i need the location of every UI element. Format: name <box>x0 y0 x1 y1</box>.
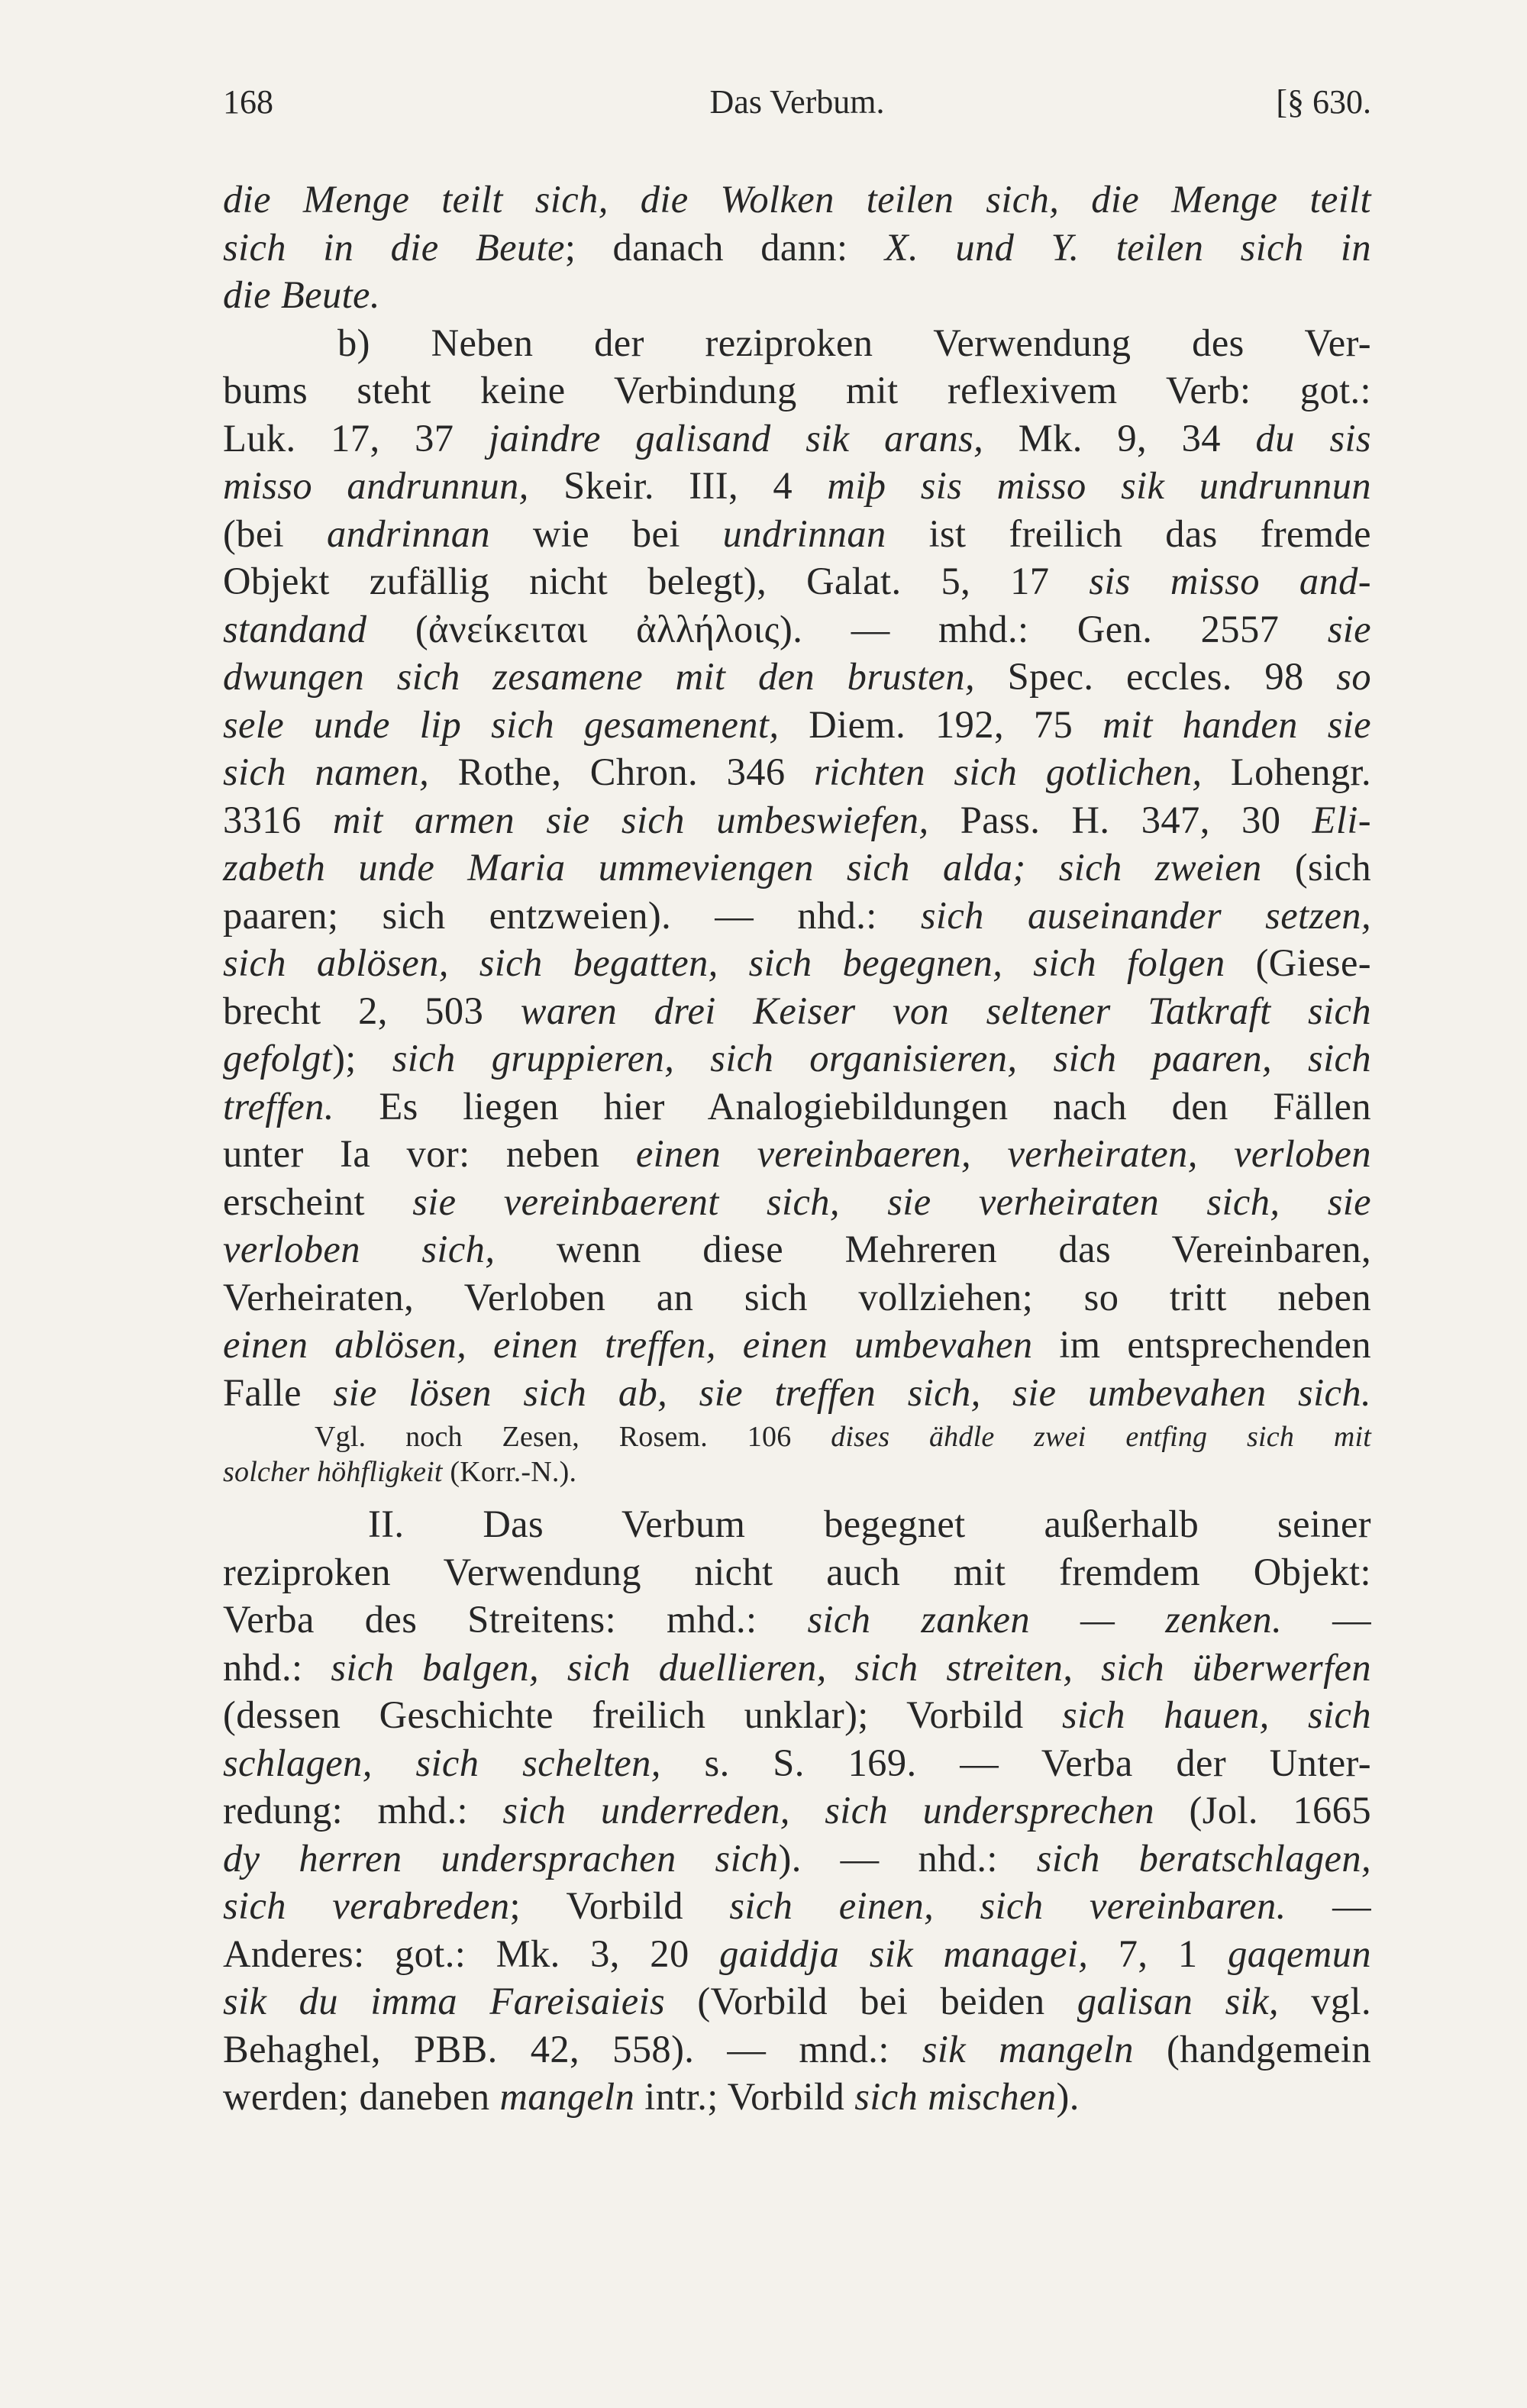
text-line <box>223 510 1371 558</box>
italic-citation: die Menge teilt sich, die Wolken teilen sich, die Menge teilt <box>223 178 1371 221</box>
text-line <box>223 1930 1371 1978</box>
italic-citation: gaqemun <box>1228 1932 1371 1975</box>
text-run: (Korr.-N.). <box>442 1456 577 1488</box>
text-line <box>223 1273 1371 1322</box>
text-run: ). — nhd.: <box>778 1836 1037 1880</box>
italic-citation: einen ablösen, einen treffen, einen umbevahen <box>223 1323 1033 1366</box>
text-run: Falle <box>223 1370 334 1414</box>
text-line <box>223 1321 1371 1369</box>
text-line <box>223 2073 1371 2121</box>
italic-citation: gefolgt <box>223 1037 333 1080</box>
italic-citation: jaindre galisand sik arans, <box>489 416 984 460</box>
text-run: (handgemein <box>1133 2027 1371 2071</box>
text-run: (Giese- <box>1225 941 1371 984</box>
text-line <box>223 1882 1371 1930</box>
italic-citation: sich in die Beute <box>223 225 565 269</box>
italic-citation: sich hauen, sich <box>1061 1693 1371 1736</box>
text-line <box>223 1787 1371 1835</box>
text-run: b) Neben der reziproken Verwendung des Ver- <box>337 321 1371 364</box>
text-run: — <box>1286 1884 1371 1927</box>
italic-citation: standand <box>223 607 367 650</box>
text-line <box>223 1130 1371 1178</box>
text-run: erscheint <box>223 1180 413 1223</box>
text-run: Lohengr. <box>1202 750 1371 793</box>
text-line <box>223 319 1371 367</box>
text-line <box>223 1835 1371 1883</box>
italic-citation: sis misso and- <box>1089 560 1371 602</box>
text-run: unter Ia vor: neben <box>223 1132 636 1175</box>
footnote <box>223 1419 1371 1490</box>
text-run: (sich <box>1261 846 1371 889</box>
text-line <box>223 415 1371 463</box>
italic-citation: miþ sis misso sik undrunnun <box>827 464 1371 507</box>
text-run: nhd.: <box>223 1645 331 1689</box>
page-number: 168 <box>223 83 273 121</box>
text-run: ). <box>1056 2075 1080 2118</box>
italic-citation: gaiddja sik managei, <box>719 1932 1089 1975</box>
italic-citation: waren drei Keiser von seltener Tatkraft sich <box>520 989 1371 1032</box>
italic-citation: sich namen, <box>223 750 430 793</box>
italic-citation: sie lösen sich ab, sie treffen sich, sie umbevahen sich. <box>333 1370 1371 1414</box>
text-run: Vgl. noch Zesen, Rosem. 106 <box>315 1421 831 1453</box>
text-run: werden; daneben <box>223 2075 500 2118</box>
text-line <box>223 844 1371 892</box>
italic-citation: richten sich gotlichen, <box>814 750 1203 793</box>
text-line <box>223 1596 1371 1644</box>
text-line <box>223 1225 1371 1273</box>
text-run: intr.; Vorbild <box>634 2075 855 2118</box>
text-line <box>223 271 1371 319</box>
italic-citation: sik mangeln <box>922 2027 1134 2071</box>
italic-citation: sich auseinander setzen, <box>920 893 1371 937</box>
text-run: Skeir. III, 4 <box>528 464 828 507</box>
text-run: wie bei <box>490 512 723 555</box>
italic-citation: sich zanken — zenken. <box>807 1598 1283 1641</box>
body-text <box>223 176 1371 2121</box>
italic-citation: sele unde lip sich gesamenent, <box>223 702 780 746</box>
text-line <box>223 366 1371 415</box>
italic-citation: sie vereinbaerent sich, sie verheiraten sich, sie <box>412 1180 1371 1223</box>
italic-citation: treffen. <box>223 1084 334 1128</box>
italic-citation: mit handen sie <box>1102 702 1371 746</box>
italic-citation: die Beute. <box>223 273 380 316</box>
italic-citation: sich underreden, sich undersprechen <box>502 1789 1155 1832</box>
text-run: Rothe, Chron. 346 <box>429 750 815 793</box>
text-run: Mk. 9, 34 <box>983 416 1256 460</box>
text-line <box>223 701 1371 749</box>
italic-citation: andrinnan <box>326 512 491 555</box>
text-run: 3316 <box>223 798 333 841</box>
text-run: vgl. <box>1278 1980 1371 2022</box>
text-run: ist freilich das fremde <box>886 512 1371 555</box>
italic-citation: schlagen, sich schelten, <box>223 1741 661 1784</box>
text-line <box>223 1691 1371 1739</box>
italic-citation: mit armen sie sich umbeswiefen, <box>332 798 929 841</box>
text-run: s. S. 169. — Verba der Unter- <box>660 1741 1371 1784</box>
text-run: Verheiraten, Verloben an sich vollziehen; so tritt neben <box>223 1275 1371 1319</box>
italic-citation: verloben sich, <box>223 1228 496 1270</box>
italic-citation: sich gruppieren, sich organisieren, sich paaren, sich <box>392 1037 1371 1080</box>
text-line <box>223 605 1371 654</box>
text-run: bums steht keine Verbindung mit reflexivem Verb: got.: <box>223 369 1371 412</box>
text-run: (bei <box>223 512 327 555</box>
text-line <box>223 1548 1371 1596</box>
running-title: Das Verbum. <box>709 83 885 121</box>
italic-citation: sich mischen <box>854 2075 1057 2118</box>
italic-citation: sik du imma Fareisaieis <box>223 1980 666 2022</box>
text-run: Behaghel, PBB. 42, 558). — mnd.: <box>223 2027 922 2071</box>
text-line <box>223 796 1371 844</box>
text-run: Spec. eccles. 98 <box>975 655 1337 698</box>
text-run: (Vorbild bei beiden <box>665 1980 1077 2022</box>
text-line <box>223 1083 1371 1131</box>
italic-citation: X. und Y. teilen sich in <box>884 225 1371 269</box>
italic-citation: undrinnan <box>722 512 886 555</box>
italic-citation: sich balgen, sich duellieren, sich streiten, sich überwerfen <box>331 1645 1371 1689</box>
text-line <box>223 748 1371 796</box>
text-run: 7, 1 <box>1088 1932 1228 1975</box>
italic-citation: dwungen sich zesamene mit den brusten, <box>223 655 976 698</box>
text-line <box>223 2025 1371 2074</box>
text-line <box>223 224 1371 272</box>
section-number: [§ 630. <box>1276 83 1371 121</box>
text-run: Objekt zufällig nicht belegt), Galat. 5, 17 <box>223 560 1090 602</box>
footnote-line <box>223 1454 1371 1490</box>
page-header <box>223 82 1371 136</box>
text-run: Luk. 17, 37 <box>223 416 489 460</box>
italic-citation: sich einen, sich vereinbaren. <box>729 1884 1286 1927</box>
text-line <box>223 462 1371 510</box>
text-run: Es liegen hier Analogiebildungen nach den Fällen <box>334 1084 1371 1128</box>
text-run: (dessen Geschichte freilich unklar); Vorbild <box>223 1693 1062 1736</box>
italic-citation: solcher höhfligkeit <box>223 1456 443 1488</box>
italic-citation: Eli- <box>1312 798 1371 841</box>
text-line <box>223 1035 1371 1083</box>
text-run: redung: mhd.: <box>223 1789 503 1832</box>
text-run: Pass. H. 347, 30 <box>928 798 1312 841</box>
text-line <box>223 1977 1371 2025</box>
text-run: brecht 2, 503 <box>223 989 521 1032</box>
text-run: paaren; sich entzweien). — nhd.: <box>223 893 921 937</box>
text-line <box>223 1500 1371 1548</box>
italic-citation: du sis <box>1255 416 1371 460</box>
text-run: im entsprechenden <box>1032 1323 1371 1366</box>
italic-citation: sich ablösen, sich begatten, sich begegnen, sich folgen <box>223 941 1225 984</box>
text-line <box>223 1369 1371 1417</box>
text-line <box>223 653 1371 701</box>
text-run: II. Das Verbum begegnet außerhalb seiner <box>368 1503 1371 1545</box>
italic-citation: sich verabreden <box>223 1884 510 1927</box>
text-run: ; danach dann: <box>564 225 885 269</box>
italic-citation: galisan sik, <box>1077 1980 1279 2022</box>
italic-citation: einen vereinbaeren, verheiraten, verloben <box>635 1132 1371 1175</box>
text-line <box>223 176 1371 224</box>
italic-citation: sie <box>1327 607 1371 650</box>
italic-citation: zabeth unde Maria ummeviengen sich alda; sich zweien <box>223 846 1262 889</box>
text-run: Diem. 192, 75 <box>779 702 1103 746</box>
text-run: wenn diese Mehreren das Vereinbaren, <box>495 1228 1371 1270</box>
text-run: — <box>1282 1598 1371 1641</box>
text-run: ; Vorbild <box>509 1884 730 1927</box>
text-line <box>223 987 1371 1035</box>
text-line <box>223 892 1371 940</box>
footnote-line <box>223 1419 1371 1454</box>
italic-citation: so <box>1336 655 1371 698</box>
text-run: reziproken Verwendung nicht auch mit fremdem Objekt: <box>223 1550 1371 1593</box>
text-line <box>223 557 1371 605</box>
text-run: (Jol. 1665 <box>1154 1789 1371 1832</box>
italic-citation: misso andrunnun, <box>223 464 529 507</box>
italic-citation: mangeln <box>499 2075 635 2118</box>
text-line <box>223 1739 1371 1787</box>
text-run: Verba des Streitens: mhd.: <box>223 1598 808 1641</box>
italic-citation: dy herren undersprachen sich <box>223 1836 779 1880</box>
text-line <box>223 1178 1371 1226</box>
text-line <box>223 1644 1371 1692</box>
text-line <box>223 939 1371 987</box>
text-run: ); <box>332 1037 392 1080</box>
text-run: (ἀνείκειται ἀλλήλοις). — mhd.: Gen. 2557 <box>366 607 1328 650</box>
italic-citation: sich beratschlagen, <box>1036 1836 1371 1880</box>
italic-citation: dises ähdle zwei entfing sich mit <box>831 1421 1371 1453</box>
text-run: Anderes: got.: Mk. 3, 20 <box>223 1932 720 1975</box>
